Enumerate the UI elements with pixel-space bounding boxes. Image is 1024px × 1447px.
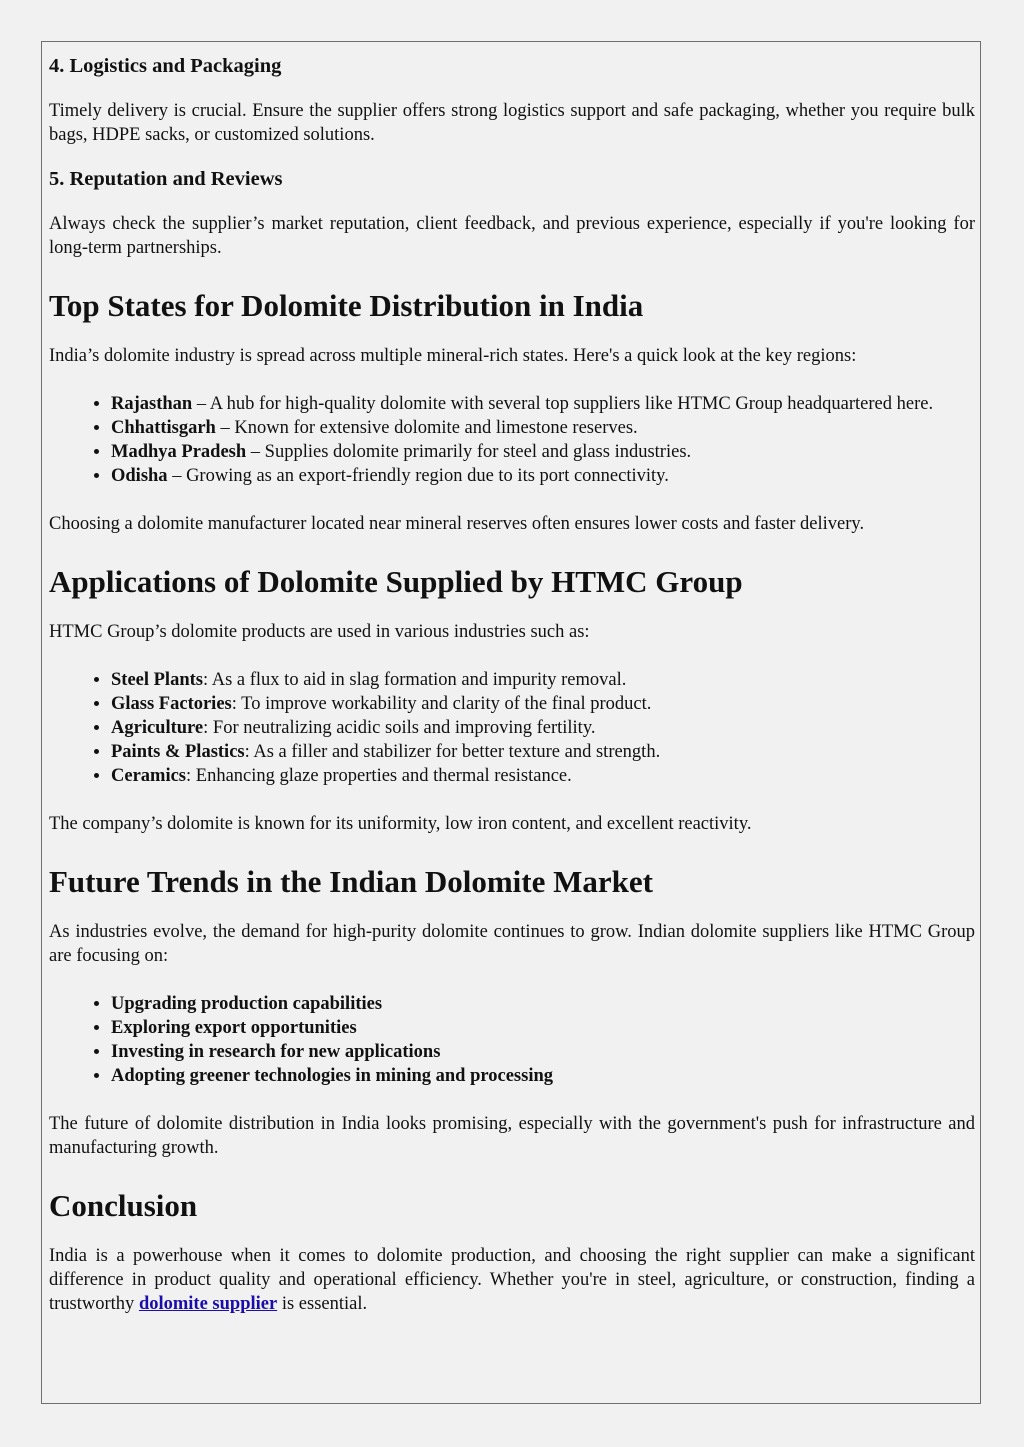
top-states-list bbox=[49, 392, 975, 488]
list-item-term: Odisha bbox=[111, 466, 168, 486]
list-item-desc: – A hub for high-quality dolomite with several top suppliers like HTMC Group headquartered here. bbox=[192, 394, 934, 414]
conclusion-text-before-link: India is a powerhouse when it comes to dolomite production, and choosing the right supplier can make a significant difference in product quality and operational efficiency. Whether you're in steel, agriculture, or construction, finding a trustworthy bbox=[49, 1246, 975, 1314]
conclusion-paragraph bbox=[49, 1244, 975, 1316]
list-item-desc: : For neutralizing acidic soils and improving fertility. bbox=[203, 718, 596, 738]
future-trends-list bbox=[49, 992, 975, 1088]
list-item bbox=[111, 716, 975, 740]
list-item-desc: : Enhancing glaze properties and thermal resistance. bbox=[186, 766, 572, 786]
list-item-desc: : As a flux to aid in slag formation and impurity removal. bbox=[202, 670, 627, 690]
logistics-paragraph: Timely delivery is crucial. Ensure the supplier offers strong logistics support and safe packaging, whether you require bulk bags, HDPE sacks, or customized solutions. bbox=[49, 101, 975, 145]
reputation-heading: 5. Reputation and Reviews bbox=[49, 168, 283, 190]
applications-outro: The company’s dolomite is known for its uniformity, low iron content, and excellent reactivity. bbox=[49, 814, 752, 834]
list-item-term: Rajasthan bbox=[111, 394, 193, 414]
list-item-term: Steel Plants bbox=[111, 670, 203, 690]
list-item bbox=[111, 1040, 975, 1064]
list-item bbox=[111, 392, 975, 416]
list-item-term: Madhya Pradesh bbox=[111, 442, 247, 462]
list-item-desc: – Supplies dolomite primarily for steel and glass industries. bbox=[246, 442, 692, 462]
top-states-outro: Choosing a dolomite manufacturer located near mineral reserves often ensures lower costs and faster delivery. bbox=[49, 514, 865, 534]
list-item-term: Ceramics bbox=[111, 766, 186, 786]
top-states-heading: Top States for Dolomite Distribution in India bbox=[49, 288, 644, 323]
list-item-term: Exploring export opportunities bbox=[111, 1018, 357, 1038]
conclusion-text-after-link: is essential. bbox=[277, 1294, 368, 1314]
applications-heading: Applications of Dolomite Supplied by HTMC Group bbox=[49, 564, 743, 599]
list-item bbox=[111, 764, 975, 788]
list-item bbox=[111, 1064, 975, 1088]
top-states-intro: India’s dolomite industry is spread across multiple mineral-rich states. Here's a quick look at the key regions: bbox=[49, 346, 857, 366]
conclusion-heading: Conclusion bbox=[49, 1188, 198, 1223]
list-item bbox=[111, 416, 975, 440]
list-item bbox=[111, 440, 975, 464]
page-frame bbox=[41, 41, 981, 1404]
list-item bbox=[111, 692, 975, 716]
list-item-term: Paints & Plastics bbox=[111, 742, 245, 762]
document-content bbox=[49, 50, 975, 1316]
list-item-term: Chhattisgarh bbox=[111, 418, 216, 438]
list-item-term: Agriculture bbox=[111, 718, 204, 738]
list-item-desc: : As a filler and stabilizer for better texture and strength. bbox=[244, 742, 661, 762]
list-item-desc: – Known for extensive dolomite and limestone reserves. bbox=[215, 418, 638, 438]
applications-intro: HTMC Group’s dolomite products are used in various industries such as: bbox=[49, 622, 590, 642]
future-trends-heading: Future Trends in the Indian Dolomite Market bbox=[49, 864, 653, 899]
dolomite-supplier-link[interactable]: dolomite supplier bbox=[138, 1294, 278, 1314]
applications-list bbox=[49, 668, 975, 788]
list-item-term: Investing in research for new applications bbox=[111, 1042, 441, 1062]
list-item bbox=[111, 992, 975, 1016]
list-item-term: Adopting greener technologies in mining and processing bbox=[111, 1066, 553, 1086]
future-trends-intro: As industries evolve, the demand for high-purity dolomite continues to grow. Indian dolomite suppliers like HTMC Group are focusing on: bbox=[49, 922, 975, 966]
list-item-term: Upgrading production capabilities bbox=[111, 994, 383, 1014]
list-item-desc: – Growing as an export-friendly region due to its port connectivity. bbox=[167, 466, 669, 486]
list-item-desc: : To improve workability and clarity of the final product. bbox=[231, 694, 652, 714]
list-item bbox=[111, 740, 975, 764]
future-trends-outro: The future of dolomite distribution in India looks promising, especially with the government's push for infrastructure and manufacturing growth. bbox=[49, 1114, 975, 1158]
logistics-heading: 4. Logistics and Packaging bbox=[49, 55, 282, 77]
list-item bbox=[111, 668, 975, 692]
reputation-paragraph: Always check the supplier’s market reputation, client feedback, and previous experience, especially if you're looking for long-term partnerships. bbox=[49, 214, 975, 258]
list-item bbox=[111, 464, 975, 488]
list-item-term: Glass Factories bbox=[111, 694, 232, 714]
list-item bbox=[111, 1016, 975, 1040]
